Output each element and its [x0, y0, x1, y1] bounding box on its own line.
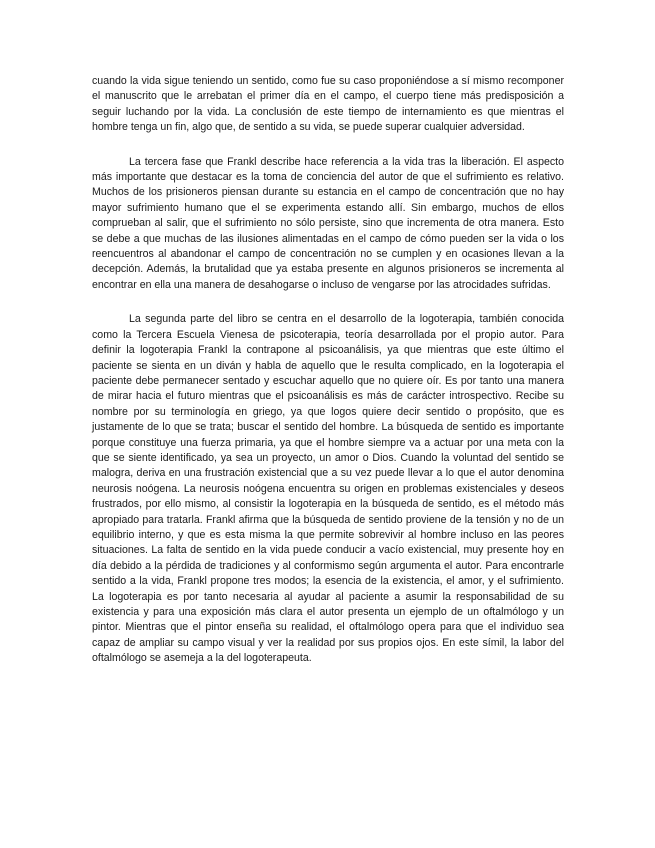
- paragraph-logotherapy: La segunda parte del libro se centra en el desarrollo de la logoterapia, también conocida como la Tercera Escuela Vienesa de psicoterapia, teoría desarrollada por el propio autor. Para definir la logoterapia Frankl la contrapone al psicoanálisis, ya que mientras que este último el paciente se sienta en un diván y habla de aquello que le resulta complicado, en la logoterapia el paciente debe permanecer sentado y escuchar aquello que no quiere oír. Es por tanto una manera de mirar hacia el futuro mientras que el psicoanálisis es más de carácter introspectivo. Recibe su nombre por su terminología en griego, ya que logos quiere decir sentido o propósito, que es justamente de lo que se trata; buscar el sentido del hombre. La búsqueda de sentido es importante porque constituye una fuerza primaria, ya que el hombre siempre va a actuar por una meta con la que se siente identificado, ya sea un proyecto, un amor o Dios. Cuando la voluntad del sentido se malogra, deriva en una frustración existencial que a su vez puede llevar a lo que el autor denomina neurosis noógena. La neurosis noógena encuentra su origen en problemas existenciales y deseos frustrados, por ello mismo, al consistir la logoterapia en la búsqueda de sentido, es el método más apropiado para tratarla. Frankl afirma que la búsqueda de sentido proviene de la tensión y no de un equilibrio interno, y que es esta misma la que permite sobrevivir al hombre incluso en las peores situaciones. La falta de sentido en la vida puede conducir a vacío existencial, muy presente hoy en día debido a la pérdida de tradiciones y al conformismo según argumenta el autor. Para encontrarle sentido a la vida, Frankl propone tres modos; la esencia de la existencia, el amor, y el sufrimiento. La logoterapia es por tanto necesaria al ayudar al paciente a asumir la responsabilidad de su existencia y para una exposición más clara el autor presenta un ejemplo de un oftalmólogo y un pintor. Mientras que el pintor enseña su realidad, el oftalmólogo opera para que el individuo sea capaz de ampliar su campo visual y ver la realidad por sus propios ojos. En este símil, la labor del oftalmólogo se asemeja a la del logoterapeuta.: [92, 313, 564, 665]
- paragraph-spacer: [92, 136, 564, 155]
- paragraph-spacer: [92, 293, 564, 312]
- paragraph-continuation: cuando la vida sigue teniendo un sentido, como fue su caso proponiéndose a sí mismo recomponer el manuscrito que le arrebatan el primer día en el campo, el cuerpo tiene más predisposición a seguir luchando por la vida. La conclusión de este tiempo de internamiento es que mientras el hombre tenga un fin, algo que, de sentido a su vida, se puede superar cualquier adversidad.: [92, 75, 564, 134]
- body-text: [92, 74, 564, 667]
- paragraph-third-phase: La tercera fase que Frankl describe hace referencia a la vida tras la liberación. El aspecto más importante que destacar es la toma de conciencia del autor de que el sufrimiento es relativo. Muchos de los prisioneros piensan durante su estancia en el campo de concentración que no hay mayor sufrimiento humano que el se experimenta estando allí. Sin embargo, muchos de ellos comprueban al salir, que el sufrimiento no sólo persiste, sino que incrementa de otra manera. Esto se debe a que muchas de las ilusiones alimentadas en el campo de cómo pueden ser la vida o los reencuentros al abandonar el campo de concentración no se cumplen y en ocasiones llevan a la decepción. Además, la brutalidad que ya estaba presente en algunos prisioneros se incrementa al encontrar en ella una manera de desahogarse o incluso de vengarse por las atrocidades sufridas.: [92, 155, 564, 291]
